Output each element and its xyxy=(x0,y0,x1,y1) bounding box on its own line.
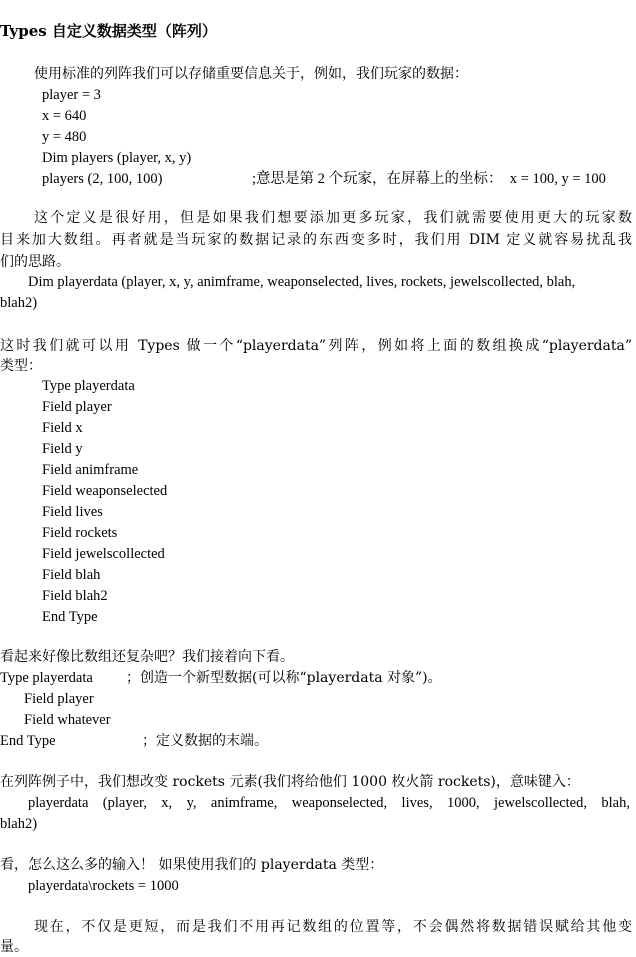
code-line: Field blah2 xyxy=(42,588,108,604)
paragraph-line: 这时我们就可以用 Types 做一个“playerdata”列阵，例如将上面的数组换成“playerdata” xyxy=(0,338,632,354)
paragraph-line: 们的思路。 xyxy=(0,254,70,270)
paragraph-line: 类型： xyxy=(0,358,42,374)
code-line: Field weaponselected xyxy=(42,483,168,499)
code-line: Field y xyxy=(42,441,83,457)
code-line: player = 3 xyxy=(42,87,101,103)
page-title: Types 自定义数据类型（阵列） xyxy=(0,22,217,40)
code-line: playerdata\rockets = 1000 xyxy=(28,878,179,894)
code-line: Field x xyxy=(42,420,83,436)
code-comment: ;意思是第 2 个玩家，在屏幕上的坐标： x = 100, y = 100 xyxy=(252,171,606,187)
paragraph-line: 量。 xyxy=(0,939,28,955)
code-line: x = 640 xyxy=(42,108,87,124)
code-line: Field player xyxy=(42,399,112,415)
code-line: y = 480 xyxy=(42,129,87,145)
paragraph-line: 目来加大数组。再者就是当玩家的数据记录的东西变多时，我们用 DIM 定义就容易扰乱我 xyxy=(0,232,632,248)
code-line: playerdata (player, x, y, animframe, weaponselected, lives, 1000, jewelscollected, blah, xyxy=(28,795,630,811)
code-line: Field whatever xyxy=(24,712,111,728)
code-line: End Type xyxy=(0,733,56,749)
intro-text: 使用标准的列阵我们可以存储重要信息关于，例如，我们玩家的数据： xyxy=(34,66,468,82)
paragraph-line: 看起来好像比数组还复杂吧？我们接着向下看。 xyxy=(0,649,294,665)
code-line: Type playerdata xyxy=(42,378,135,394)
code-line: players (2, 100, 100) xyxy=(42,171,163,187)
paragraph-line: 现在，不仅是更短，而是我们不用再记数组的位置等，不会偶然将数据错误赋给其他变 xyxy=(34,919,632,935)
paragraph-line: 这个定义是很好用，但是如果我们想要添加更多玩家，我们就需要使用更大的玩家数 xyxy=(34,210,632,226)
code-line: blah2) xyxy=(0,295,38,311)
code-line: Field blah xyxy=(42,567,101,583)
code-line: Field jewelscollected xyxy=(42,546,165,562)
code-comment: ；定义数据的末端。 xyxy=(142,733,268,749)
code-line: End Type xyxy=(42,609,98,625)
code-line: Dim playerdata (player, x, y, animframe, weaponselected, lives, rockets, jewelscollected, blah, xyxy=(28,274,576,290)
code-line: Field player xyxy=(24,691,94,707)
code-line: Field lives xyxy=(42,504,103,520)
paragraph-line: 看，怎么这么多的输入！ 如果使用我们的 playerdata 类型： xyxy=(0,857,384,873)
code-comment: ；创造一个新型数据(可以称“playerdata 对象”)。 xyxy=(126,670,442,686)
code-line: blah2) xyxy=(0,816,38,832)
code-line: Dim players (player, x, y) xyxy=(42,150,192,166)
code-line: Type playerdata xyxy=(0,670,93,686)
code-line: Field rockets xyxy=(42,525,118,541)
paragraph-line: 在列阵例子中，我们想改变 rockets 元素(我们将给他们 1000 枚火箭 rockets)，意味键入： xyxy=(0,774,580,790)
code-line: Field animframe xyxy=(42,462,139,478)
